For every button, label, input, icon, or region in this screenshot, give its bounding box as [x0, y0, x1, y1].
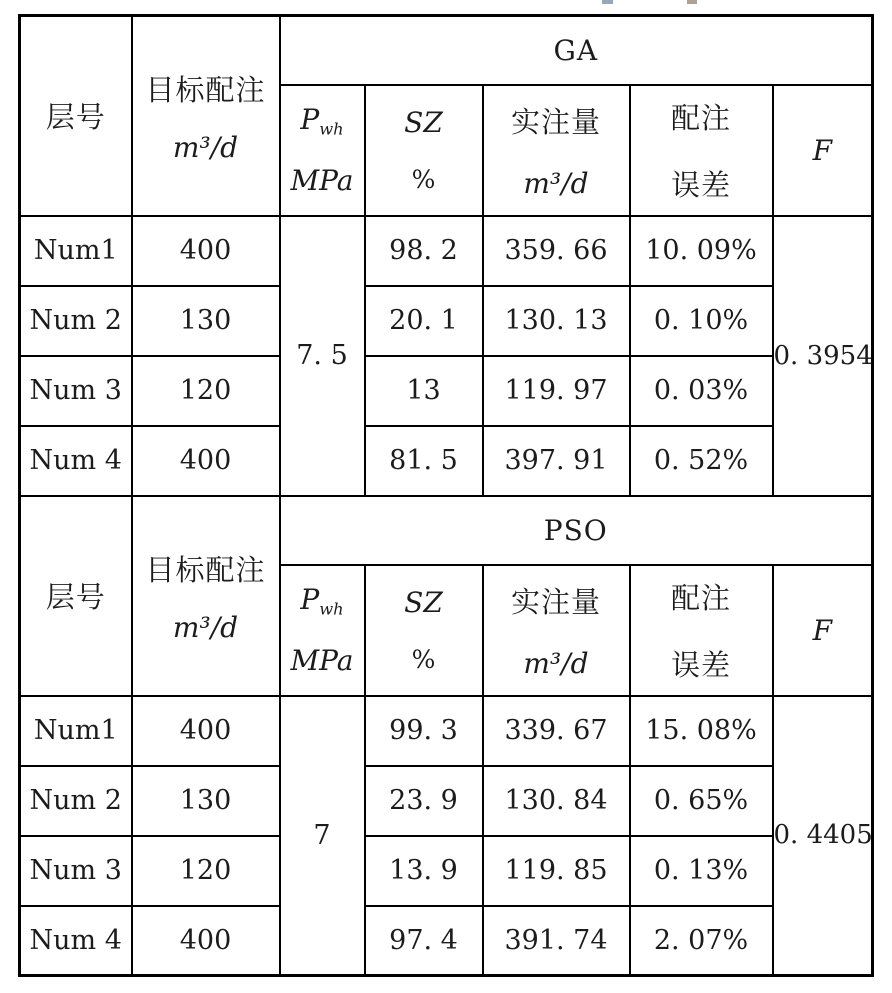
sz-cell: 99. 3	[365, 696, 483, 766]
layer-cell: Num 4	[20, 906, 132, 976]
actual-unit: m³/d	[523, 167, 589, 200]
header-target-unit: m³/d	[172, 130, 239, 164]
layer-cell: Num 3	[20, 356, 132, 426]
error-cell: 0. 10%	[630, 286, 773, 356]
header-actual-injection	[483, 85, 630, 216]
f-value-cell: 0. 4405	[773, 696, 873, 976]
actual-cell: 359. 66	[483, 216, 630, 286]
sz-cell: 13. 9	[365, 836, 483, 906]
actual-cell: 119. 85	[483, 836, 630, 906]
error-cell: 2. 07%	[630, 906, 773, 976]
pwh-subscript: wh	[319, 599, 344, 619]
actual-label: 实注量	[510, 105, 601, 139]
header-target-allocation	[132, 16, 280, 216]
target-cell: 130	[132, 766, 280, 836]
pwh-subscript: wh	[319, 119, 344, 139]
cropped-caption-artifact	[687, 0, 697, 4]
actual-cell: 391. 74	[483, 906, 630, 976]
error-label-line2: 误差	[670, 168, 731, 202]
target-cell: 400	[132, 216, 280, 286]
cropped-caption-artifact	[602, 0, 613, 4]
header-layer: 层号	[20, 496, 132, 696]
header-target-allocation	[132, 496, 280, 696]
error-cell: 0. 13%	[630, 836, 773, 906]
actual-cell: 339. 67	[483, 696, 630, 766]
layer-cell: Num 3	[20, 836, 132, 906]
layer-cell: Num 2	[20, 286, 132, 356]
pwh-unit: MPa	[290, 644, 354, 678]
header-sz	[365, 85, 483, 216]
error-label-line1: 配注	[670, 581, 731, 615]
error-cell: 15. 08%	[630, 696, 773, 766]
injection-allocation-comparison-table	[18, 14, 874, 977]
actual-cell: 397. 91	[483, 426, 630, 496]
layer-cell: Num 2	[20, 766, 132, 836]
header-target-label: 目标配注	[145, 72, 266, 107]
error-label-line1: 配注	[670, 101, 731, 135]
sz-symbol: SZ	[404, 106, 443, 139]
layer-cell: Num1	[20, 696, 132, 766]
method-header-ga: GA	[280, 16, 873, 85]
target-cell: 130	[132, 286, 280, 356]
target-cell: 400	[132, 696, 280, 766]
method-header-pso: PSO	[280, 496, 873, 565]
header-target-label: 目标配注	[145, 552, 266, 587]
header-actual-injection	[483, 565, 630, 696]
error-cell: 0. 03%	[630, 356, 773, 426]
error-cell: 0. 65%	[630, 766, 773, 836]
sz-unit: %	[411, 645, 436, 674]
header-layer: 层号	[20, 16, 132, 216]
pwh-symbol: P	[300, 102, 320, 136]
f-value-cell: 0. 3954	[773, 216, 873, 496]
pwh-value-cell: 7. 5	[280, 216, 365, 496]
sz-cell: 98. 2	[365, 216, 483, 286]
header-allocation-error	[630, 85, 773, 216]
header-target-unit: m³/d	[172, 610, 239, 644]
pwh-value-cell: 7	[280, 696, 365, 976]
sz-symbol: SZ	[404, 586, 443, 619]
error-label-line2: 误差	[670, 648, 731, 682]
sz-cell: 23. 9	[365, 766, 483, 836]
layer-cell: Num 4	[20, 426, 132, 496]
header-sz	[365, 565, 483, 696]
header-pwh	[280, 85, 365, 216]
target-cell: 120	[132, 836, 280, 906]
actual-unit: m³/d	[523, 647, 589, 680]
error-cell: 0. 52%	[630, 426, 773, 496]
layer-cell: Num1	[20, 216, 132, 286]
sz-cell: 13	[365, 356, 483, 426]
sz-cell: 20. 1	[365, 286, 483, 356]
actual-cell: 119. 97	[483, 356, 630, 426]
target-cell: 400	[132, 426, 280, 496]
header-f: F	[773, 85, 873, 216]
sz-unit: %	[411, 165, 436, 194]
actual-cell: 130. 84	[483, 766, 630, 836]
header-f: F	[773, 565, 873, 696]
header-pwh	[280, 565, 365, 696]
sz-cell: 97. 4	[365, 906, 483, 976]
target-cell: 120	[132, 356, 280, 426]
actual-label: 实注量	[510, 585, 601, 619]
pwh-symbol: P	[300, 582, 320, 616]
actual-cell: 130. 13	[483, 286, 630, 356]
pwh-unit: MPa	[290, 164, 354, 198]
target-cell: 400	[132, 906, 280, 976]
error-cell: 10. 09%	[630, 216, 773, 286]
header-allocation-error	[630, 565, 773, 696]
sz-cell: 81. 5	[365, 426, 483, 496]
